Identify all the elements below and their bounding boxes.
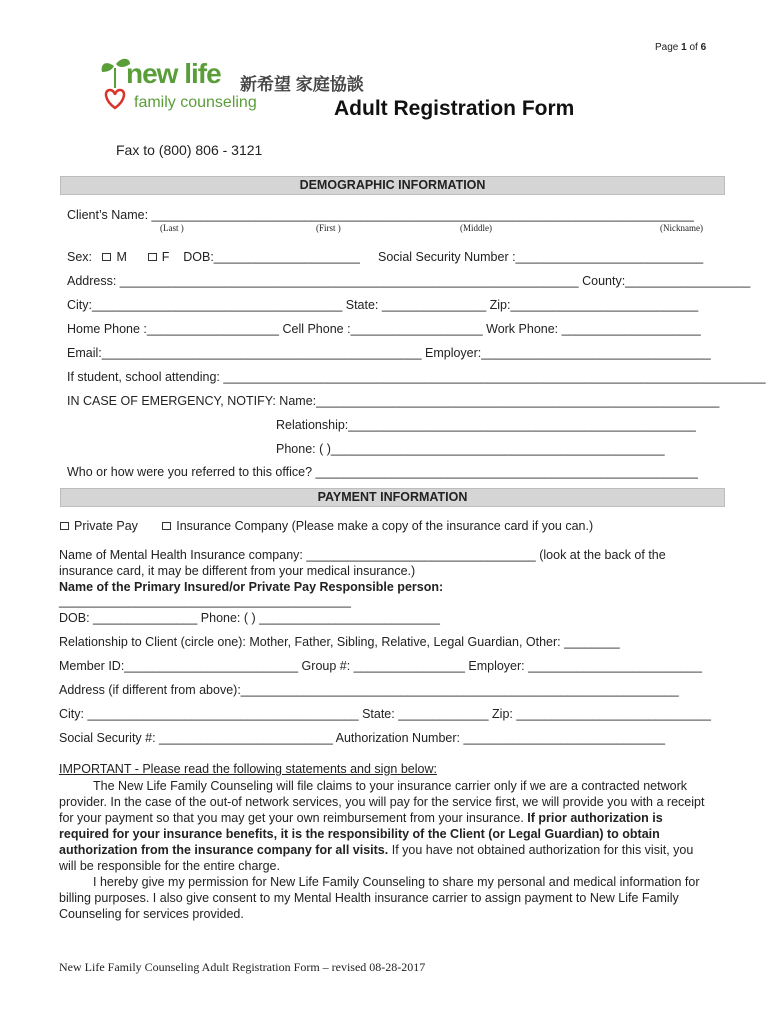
name-part-middle: (Middle) <box>460 223 492 233</box>
name-part-last: (Last ) <box>160 223 184 233</box>
sex-f-checkbox[interactable] <box>148 253 157 261</box>
relationship-to-client-field[interactable]: Relationship to Client (circle one): Mother, Father, Sibling, Relative, Legal Guardian, Other: ________ <box>59 635 620 649</box>
name-part-nickname: (Nickname) <box>660 223 703 233</box>
logo-chinese-name: 新希望 家庭協談 <box>240 75 364 94</box>
important-heading: IMPORTANT - Please read the following statements and sign below: <box>59 762 437 776</box>
primary-insured-label: Name of the Primary Insured/or Private Pay Responsible person: <box>59 580 444 594</box>
insured-address-field[interactable]: Address (if different from above):_______________________________________________________________ <box>59 683 679 697</box>
insurance-company-checkbox[interactable] <box>162 522 171 530</box>
sex-row <box>67 250 360 264</box>
page-number: Page 1 of 6 <box>655 42 707 53</box>
ssn-field[interactable]: Social Security Number :___________________________ <box>378 250 704 264</box>
email-employer-field[interactable]: Email:______________________________________________ Employer:_________________________________ <box>67 346 711 360</box>
new-life-logo <box>100 56 364 120</box>
insured-city-state-zip-field[interactable]: City: _______________________________________ State: _____________ Zip: ____________________________ <box>59 707 712 721</box>
emergency-phone-field[interactable]: Phone: ( )________________________________________________ <box>276 442 665 456</box>
payment-type-row <box>60 519 593 533</box>
ssn-authorization-field[interactable]: Social Security #: _________________________ Authorization Number: _____________________________ <box>59 731 666 745</box>
dob-field[interactable]: DOB:_____________________ <box>183 250 360 264</box>
form-title: Adult Registration Form <box>334 97 575 120</box>
insured-dob-phone-field[interactable]: DOB: _______________ Phone: ( ) __________________________ <box>59 611 440 625</box>
consent-paragraph: I hereby give my permission for New Life Family Counseling to share my personal and medical information for billing purposes. I also give consent to my Mental Health insurance carrier to assign payment to New Life Family Counseling for services provided. <box>59 875 700 921</box>
phones-field[interactable]: Home Phone :___________________ Cell Phone :___________________ Work Phone: ____________________ <box>67 322 701 336</box>
logo-subtitle: family counseling <box>134 94 257 111</box>
insurance-company-label: Insurance Company (Please make a copy of the insurance card if you can.) <box>176 519 594 533</box>
sex-label: Sex: <box>67 250 93 264</box>
school-field[interactable]: If student, school attending: ______________________________________________________________________________ <box>67 370 766 384</box>
emergency-name-field[interactable]: IN CASE OF EMERGENCY, NOTIFY: Name:__________________________________________________________ <box>67 394 720 408</box>
member-group-employer-field[interactable]: Member ID:_________________________ Group #: ________________ Employer: _________________________ <box>59 659 702 673</box>
mh-insurance-note: insurance card, it may be different from your medical insurance.) <box>59 564 416 578</box>
city-state-zip-field[interactable]: City:____________________________________ State: _______________ Zip:___________________________ <box>67 298 699 312</box>
insurance-claims-paragraph: The New Life Family Counseling will file claims to your insurance carrier only if we are a contracted network provider. In the case of the out-of network services, you will pay for the service first, we will provide you with a receipt for your payment so that you may get your own reimbursement from your insurance. If prior authorization is required for your insurance benefits, it is the responsibility of the Client (or Legal Guardian) to obtain authorization from the insurance company for all visits. If you have not obtained authorization for this visit, you will be responsible for the entire charge. <box>59 779 705 873</box>
fax-number: Fax to (800) 806 - 3121 <box>116 142 263 158</box>
client-name-field[interactable]: Client’s Name: ______________________________________________________________________________ <box>67 208 694 222</box>
sex-m-label: M <box>116 250 127 264</box>
primary-insured-field[interactable]: __________________________________________ <box>59 594 351 608</box>
referral-field[interactable]: Who or how were you referred to this office? _______________________________________________________ <box>67 465 698 479</box>
payment-section-header: PAYMENT INFORMATION <box>60 488 725 507</box>
mh-insurance-field[interactable]: Name of Mental Health Insurance company: _________________________________ (look at the back of the <box>59 548 666 562</box>
address-county-field[interactable]: Address: __________________________________________________________________ County:__________________ <box>67 274 751 288</box>
private-pay-checkbox[interactable] <box>60 522 69 530</box>
private-pay-label: Private Pay <box>74 519 138 533</box>
footer: New Life Family Counseling Adult Registration Form – revised 08-28-2017 <box>59 960 426 974</box>
logo-name: new life <box>126 58 221 89</box>
demographic-section-header: DEMOGRAPHIC INFORMATION <box>60 176 725 195</box>
emergency-relationship-field[interactable]: Relationship:__________________________________________________ <box>276 418 696 432</box>
sex-m-checkbox[interactable] <box>102 253 111 261</box>
sex-f-label: F <box>161 250 170 264</box>
name-part-first: (First ) <box>316 223 341 233</box>
